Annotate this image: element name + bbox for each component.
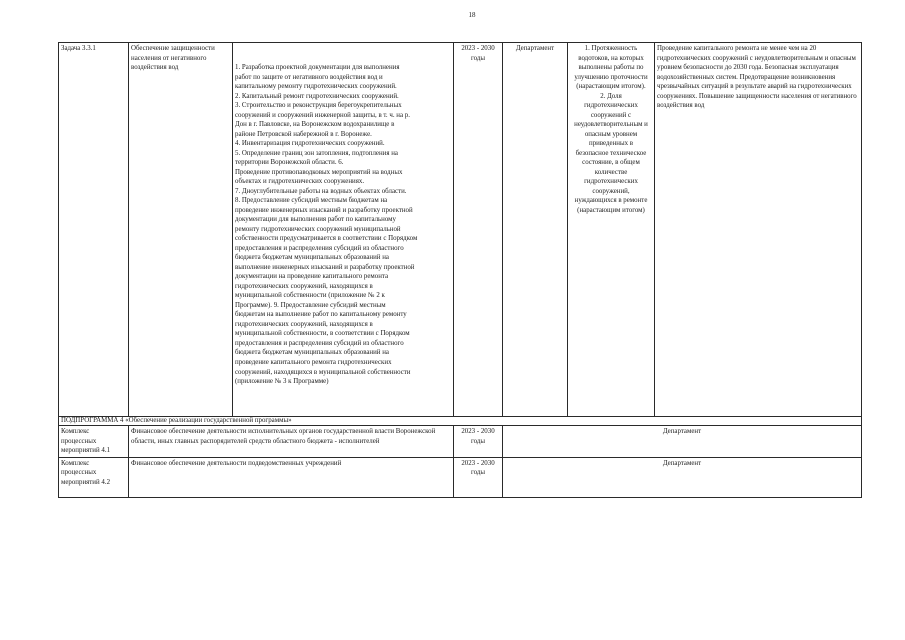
process-name: Финансовое обеспечение деятельности исполнительных органов государственной власти Воронежской области, иных главных распорядителей средств областного бюджета - исполнителей bbox=[129, 426, 454, 458]
indicator-line: (нарастающим итогом) bbox=[577, 206, 645, 214]
indicator-line: неудовлетворительным и bbox=[574, 121, 648, 129]
process-code: Комплекс процессных мероприятий 4.2 bbox=[59, 457, 129, 497]
description-line: муниципальной собственности (приложение № 2 к bbox=[235, 292, 385, 300]
measures-table bbox=[58, 42, 862, 498]
indicator-line: безопасное техническое bbox=[575, 149, 647, 157]
description-line: Программе). 9. Предоставление субсидий местным bbox=[235, 301, 386, 309]
description-line: предоставления и распределения субсидий из областного bbox=[235, 244, 404, 252]
description-line: Проведение противопаводковых мероприятий на водных bbox=[235, 168, 403, 176]
indicator-line: гидротехнических bbox=[584, 102, 638, 110]
indicator-line: опасным уровнем bbox=[584, 130, 638, 138]
indicator-line: нуждающихся в ремонте bbox=[574, 197, 648, 205]
process-period: 2023 - 2030 годы bbox=[454, 426, 503, 458]
description-line: бюджетам на выполнение работ по капитальному ремонту bbox=[235, 311, 407, 319]
process-executor: Департамент bbox=[503, 426, 862, 458]
description-line: 4. Инвентаризация гидротехнических сооружений. bbox=[235, 140, 385, 148]
indicator-line: улучшению проточности bbox=[574, 73, 648, 81]
description-line: работ по защите от негативного воздействия вод и bbox=[235, 73, 383, 81]
indicator-line: сооружений, bbox=[592, 187, 630, 195]
description-line: районе Петровской набережной в г. Воронеже. bbox=[235, 130, 372, 138]
description-line: сооружений, находящихся в муниципальной собственности bbox=[235, 368, 411, 376]
page-number: 18 bbox=[468, 11, 476, 19]
description-line: территории Воронежской области. 6. bbox=[235, 159, 344, 167]
description-line: гидротехнических сооружений, находящихся в bbox=[235, 282, 373, 290]
subprogram-header-row bbox=[59, 417, 862, 426]
description-line: Дон в г. Павловске, на Воронежском водохранилище в bbox=[235, 121, 395, 129]
description-line: гидротехнических сооружений, находящихся в bbox=[235, 320, 373, 328]
task-name: Обеспечение защищенности населения от негативного воздействия вод bbox=[129, 43, 233, 417]
indicator-line: гидротехнических bbox=[584, 178, 638, 186]
task-description bbox=[233, 43, 454, 417]
description-line: 5. Определение границ зон затопления, подтопления на bbox=[235, 149, 398, 157]
description-line: выполнение инженерных изысканий и разработку проектной bbox=[235, 263, 415, 271]
process-row bbox=[59, 426, 862, 458]
indicator-line: 1. Протяженность bbox=[584, 45, 638, 52]
task-indicators bbox=[568, 43, 655, 417]
indicator-line: состояние, в общем bbox=[582, 159, 640, 167]
description-line: бюджета бюджетам муниципальных образований на bbox=[235, 349, 389, 357]
description-line: проведение капитального ремонта гидротехнических bbox=[235, 358, 392, 366]
process-code: Комплекс процессных мероприятий 4.1 bbox=[59, 426, 129, 458]
description-line: объектах и гидротехнических сооружениях. bbox=[235, 178, 365, 186]
description-line: (приложение № 3 к Программе) bbox=[235, 378, 329, 386]
description-line: 8. Предоставление субсидий местным бюджетам на bbox=[235, 197, 388, 205]
description-line: сооружений и сооружений инженерной защиты, в т. ч. на р. bbox=[235, 111, 410, 119]
description-line: документации для выполнения работ по капитальному bbox=[235, 216, 396, 224]
description-line: муниципальной собственности, в соответствии с Порядком bbox=[235, 330, 410, 338]
description-line: 3. Строительство и реконструкция берегоукрепительных bbox=[235, 102, 402, 110]
process-period: 2023 - 2030 годы bbox=[454, 457, 503, 497]
description-line: 7. Дноуглубительные работы на водных объектах области. bbox=[235, 187, 407, 195]
indicator-line: (нарастающим итогом). bbox=[576, 83, 646, 91]
description-line: 2. Капитальный ремонт гидротехнических сооружений. bbox=[235, 92, 399, 100]
task-executor: Департамент bbox=[503, 43, 568, 417]
description-line: проведение инженерных изысканий и разработку проектной bbox=[235, 206, 413, 214]
description-line: предоставления и распределения субсидий из областного bbox=[235, 339, 404, 347]
indicator-line: приведенных в bbox=[589, 140, 633, 148]
indicator-line: водотоков, на которых bbox=[578, 54, 644, 62]
process-name: Финансовое обеспечение деятельности подведомственных учреждений bbox=[129, 457, 454, 497]
process-row bbox=[59, 457, 862, 497]
description-line: собственности предусматривается в соответствии с Порядком bbox=[235, 235, 418, 243]
indicator-line: выполнены работы по bbox=[578, 64, 644, 72]
description-line: ремонту гидротехнических сооружений муниципальной bbox=[235, 225, 401, 233]
task-row bbox=[59, 43, 862, 417]
description-line: бюджета бюджетам муниципальных образований на bbox=[235, 254, 389, 262]
indicator-line: сооружений с bbox=[590, 111, 632, 119]
process-executor: Департамент bbox=[503, 457, 862, 497]
description-line: 1. Разработка проектной документации для выполнения bbox=[235, 64, 400, 71]
task-result: Проведение капитального ремонта не менее чем на 20 гидротехнических сооружений с неудовлетворительным и опасным уровнем безопасности до 2030 года. Безопасная эксплуатация водохозяйственных систем. Предотвращение возникновения чрезвычайных ситуаций в результате аварий на гидротехнических сооружениях. Повышение защищенности населения от негативного воздействия вод bbox=[655, 43, 862, 417]
subprogram-title: ПОДПРОГРАММА 4 «Обеспечение реализации государственной программы» bbox=[59, 417, 862, 426]
task-period: 2023 - 2030 годы bbox=[454, 43, 503, 417]
task-code: Задача 3.3.1 bbox=[59, 43, 129, 417]
indicator-line: количестве bbox=[594, 168, 628, 176]
description-line: документации на проведение капитального ремонта bbox=[235, 273, 389, 281]
indicator-line: 2. Доля bbox=[600, 92, 622, 100]
description-line: капитальному ремонту гидротехнических сооружений. bbox=[235, 83, 397, 91]
